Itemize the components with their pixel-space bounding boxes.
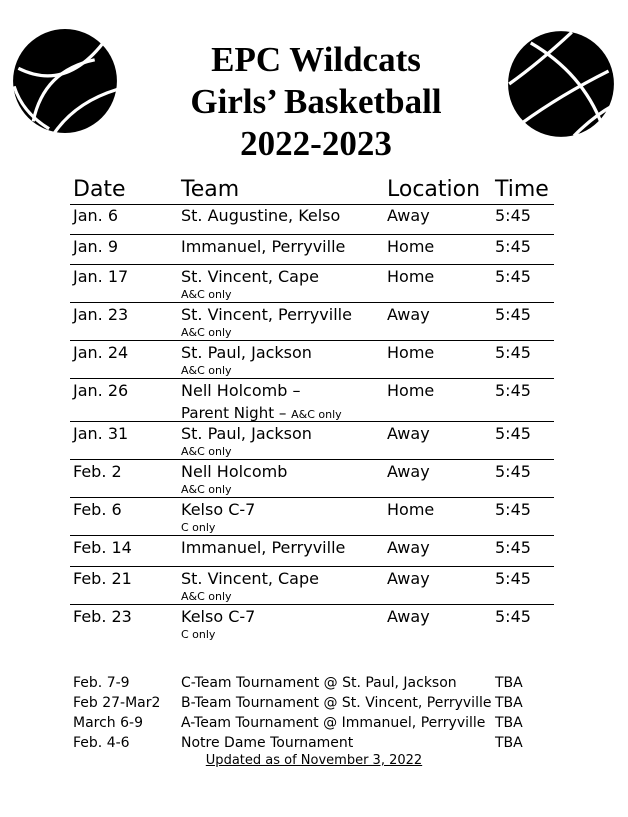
game-time: 5:45 [495, 343, 531, 362]
game-team: St. Augustine, Kelso [181, 206, 341, 225]
header-team: Team [181, 177, 240, 202]
game-time: 5:45 [495, 462, 531, 481]
row-divider [70, 604, 554, 605]
header-date: Date [73, 177, 126, 202]
header-time: Time [495, 177, 549, 202]
game-team: Kelso C-7 [181, 500, 256, 519]
row-divider [70, 340, 554, 341]
tournament-time: TBA [495, 735, 523, 751]
game-date: Feb. 6 [73, 500, 122, 519]
game-date: Jan. 9 [73, 237, 119, 256]
game-date: Jan. 24 [73, 343, 129, 362]
title-team-name: EPC Wildcats [211, 40, 421, 79]
tournament-date: March 6-9 [73, 715, 143, 731]
game-note: A&C only [181, 483, 232, 496]
game-date: Jan. 6 [73, 206, 119, 225]
row-divider [70, 497, 554, 498]
schedule-header [0, 176, 628, 206]
game-time: 5:45 [495, 267, 531, 286]
tournament-time: TBA [495, 715, 523, 731]
game-location: Away [387, 538, 430, 557]
game-location: Away [387, 569, 430, 588]
game-team: Kelso C-7 [181, 607, 256, 626]
game-location: Away [387, 462, 430, 481]
game-location: Away [387, 607, 430, 626]
row-divider [70, 378, 554, 379]
game-time: 5:45 [495, 237, 531, 256]
row-divider [70, 234, 554, 235]
tournament-time: TBA [495, 675, 523, 691]
tournament-name: A-Team Tournament @ Immanuel, Perryville [181, 715, 486, 731]
game-note: C only [181, 521, 216, 534]
game-location: Home [387, 381, 435, 400]
row-divider [70, 264, 554, 265]
game-date: Feb. 21 [73, 569, 132, 588]
tournament-row [0, 673, 628, 693]
game-time: 5:45 [495, 381, 531, 400]
game-time: 5:45 [495, 500, 531, 519]
game-team: St. Vincent, Perryville [181, 305, 352, 324]
game-date: Jan. 23 [73, 305, 129, 324]
game-date: Feb. 23 [73, 607, 132, 626]
row-divider [70, 302, 554, 303]
game-team: Immanuel, Perryville [181, 538, 346, 557]
game-note: A&C only [181, 590, 232, 603]
updated-note: Updated as of November 3, 2022 [205, 753, 423, 768]
game-time: 5:45 [495, 305, 531, 324]
game-date: Jan. 17 [73, 267, 129, 286]
game-location: Home [387, 500, 435, 519]
row-divider [70, 459, 554, 460]
tournament-row [0, 713, 628, 733]
game-note: A&C only [181, 326, 232, 339]
game-team: St. Vincent, Cape [181, 569, 319, 588]
game-time: 5:45 [495, 538, 531, 557]
tournament-name: C-Team Tournament @ St. Paul, Jackson [181, 675, 457, 691]
tournament-row [0, 733, 628, 753]
game-team-line2 [181, 403, 342, 425]
tournament-name: Notre Dame Tournament [181, 735, 354, 751]
game-location: Home [387, 237, 435, 256]
header-location: Location [387, 177, 481, 202]
game-team: St. Paul, Jackson [181, 424, 312, 443]
game-note: C only [181, 628, 216, 641]
game-location: Away [387, 424, 430, 443]
game-location: Away [387, 206, 430, 225]
game-note: A&C only [291, 408, 342, 421]
game-time: 5:45 [495, 569, 531, 588]
game-date: Jan. 31 [73, 424, 129, 443]
game-team: St. Vincent, Cape [181, 267, 319, 286]
game-date: Jan. 26 [73, 381, 129, 400]
title-season: 2022-2023 [240, 124, 392, 163]
game-team: Nell Holcomb – [181, 381, 301, 400]
basketball-icon-left [12, 28, 118, 134]
game-note: A&C only [181, 364, 232, 377]
tournament-date: Feb 27-Mar2 [73, 695, 161, 711]
tournament-row [0, 693, 628, 713]
tournament-date: Feb. 7-9 [73, 675, 130, 691]
tournament-name: B-Team Tournament @ St. Vincent, Perryville [181, 695, 492, 711]
game-team-subtitle: Parent Night – [181, 404, 292, 422]
game-note: A&C only [181, 445, 232, 458]
game-date: Feb. 2 [73, 462, 122, 481]
title-sport: Girls’ Basketball [190, 82, 442, 121]
game-location: Home [387, 343, 435, 362]
game-location: Home [387, 267, 435, 286]
row-divider [70, 204, 554, 205]
game-team: Immanuel, Perryville [181, 237, 346, 256]
game-team: Nell Holcomb [181, 462, 288, 481]
game-note: A&C only [181, 288, 232, 301]
game-date: Feb. 14 [73, 538, 132, 557]
game-time: 5:45 [495, 607, 531, 626]
row-divider [70, 535, 554, 536]
basketball-icon-right [507, 30, 615, 138]
tournament-time: TBA [495, 695, 523, 711]
game-team: St. Paul, Jackson [181, 343, 312, 362]
game-time: 5:45 [495, 424, 531, 443]
game-time: 5:45 [495, 206, 531, 225]
game-location: Away [387, 305, 430, 324]
tournament-date: Feb. 4-6 [73, 735, 130, 751]
row-divider [70, 566, 554, 567]
